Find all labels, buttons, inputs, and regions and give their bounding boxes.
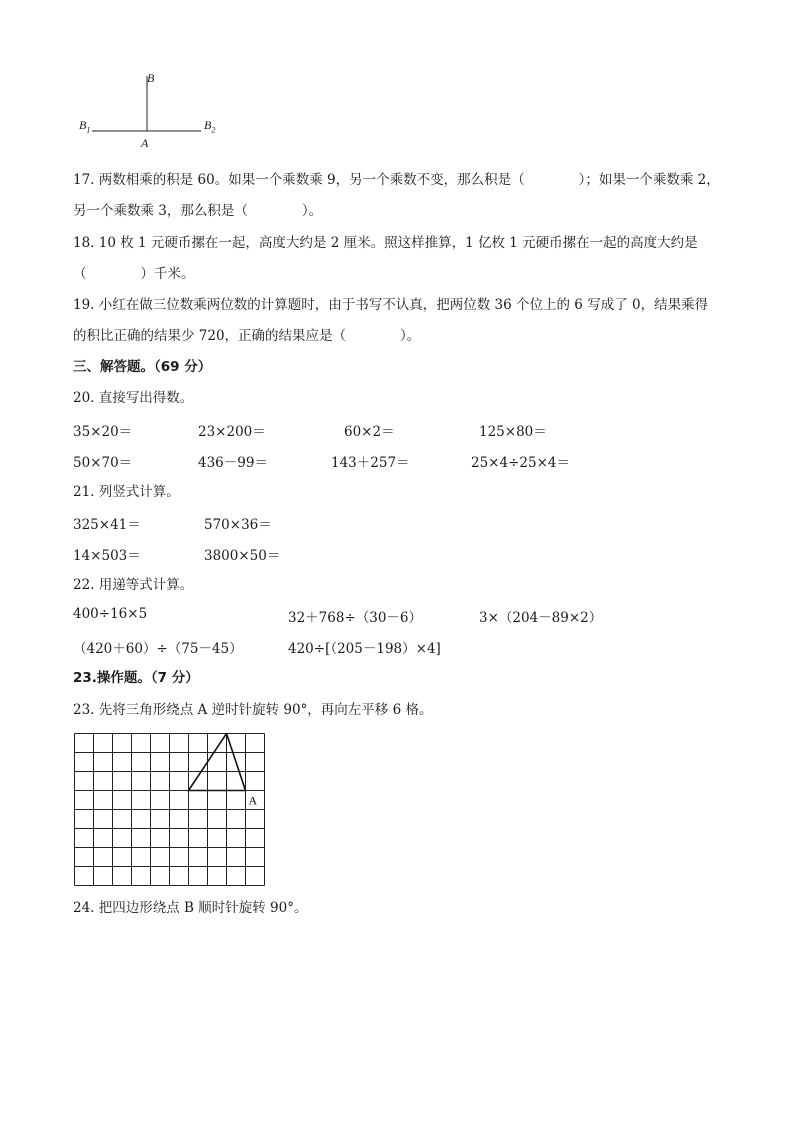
- q20-r1-c2: 23×200＝: [198, 424, 266, 440]
- q20-r2-c2: 436－99＝: [198, 455, 268, 471]
- q17-line1: 17. 两数相乘的积是 60。如果一个乘数乘 9，另一个乘数不变，那么积是（ ）；如果一个乘数乘 2，: [73, 172, 720, 188]
- q20-r1-c1: 35×20＝: [73, 424, 133, 440]
- q22-r2-c2: 420÷[（205－198）×4]: [288, 641, 441, 657]
- q21-r2-c1: 14×503＝: [73, 548, 141, 564]
- perpendicular-diagram: [75, 70, 235, 152]
- perpendicular-figure: [75, 70, 235, 152]
- q19-line2: 的积比正确的结果少 720，正确的结果应是（ ）。: [73, 328, 421, 344]
- q22-r1-c2: 32＋768÷（30－6）: [288, 610, 423, 626]
- q17-line2: 另一个乘数乘 3，那么积是（ ）。: [73, 203, 323, 219]
- label-a: A: [141, 136, 149, 150]
- q20-r1-c4: 125×80＝: [479, 424, 547, 440]
- q23-grid: [74, 733, 274, 893]
- q22-title: 22. 用递等式计算。: [73, 577, 194, 593]
- q18-line1: 18. 10 枚 1 元硬币摞在一起，高度大约是 2 厘米。照这样推算，1 亿枚 1 元硬币摞在一起的高度大约是: [73, 235, 698, 251]
- q21-r1-c2: 570×36＝: [204, 517, 272, 533]
- q21-r1-c1: 325×41＝: [73, 517, 141, 533]
- q19-line1: 19. 小红在做三位数乘两位数的计算题时，由于书写不认真，把两位数 36 个位上的 6 写成了 0，结果乘得: [73, 297, 709, 313]
- label-b: B: [147, 71, 155, 85]
- q22-r1-c3: 3×（204－89×2）: [479, 610, 603, 626]
- q18-line2: （ ）千米。: [73, 266, 195, 282]
- label-b1-sub: 1: [86, 125, 91, 135]
- triangle-shape: [189, 734, 246, 791]
- section23-title: 23.操作题。（7 分）: [73, 670, 199, 686]
- q21-title: 21. 列竖式计算。: [73, 484, 180, 500]
- section3-title: 三、解答题。（69 分）: [73, 359, 212, 375]
- q21-r2-c2: 3800×50＝: [204, 548, 281, 564]
- q20-r2-c3: 143＋257＝: [331, 455, 410, 471]
- label-b2: [204, 118, 215, 134]
- q20-r2-c1: 50×70＝: [73, 455, 133, 471]
- q20-r2-c4: 25×4÷25×4＝: [471, 455, 570, 471]
- label-b1-letter: B: [79, 118, 87, 132]
- q24-text: 24. 把四边形绕点 B 顺时针旋转 90°。: [73, 900, 308, 916]
- q22-r1-c1: 400÷16×5: [73, 606, 148, 622]
- label-b1: [79, 118, 90, 134]
- q20-r1-c3: 60×2＝: [344, 424, 395, 440]
- label-b2-letter: B: [204, 118, 212, 132]
- q20-title: 20. 直接写出得数。: [73, 390, 194, 406]
- label-b2-sub: 2: [211, 125, 216, 135]
- q23-text: 23. 先将三角形绕点 A 逆时针旋转 90°，再向左平移 6 格。: [73, 702, 433, 718]
- q22-r2-c1: （420＋60）÷（75－45）: [73, 641, 243, 657]
- point-a-label: A: [248, 793, 258, 808]
